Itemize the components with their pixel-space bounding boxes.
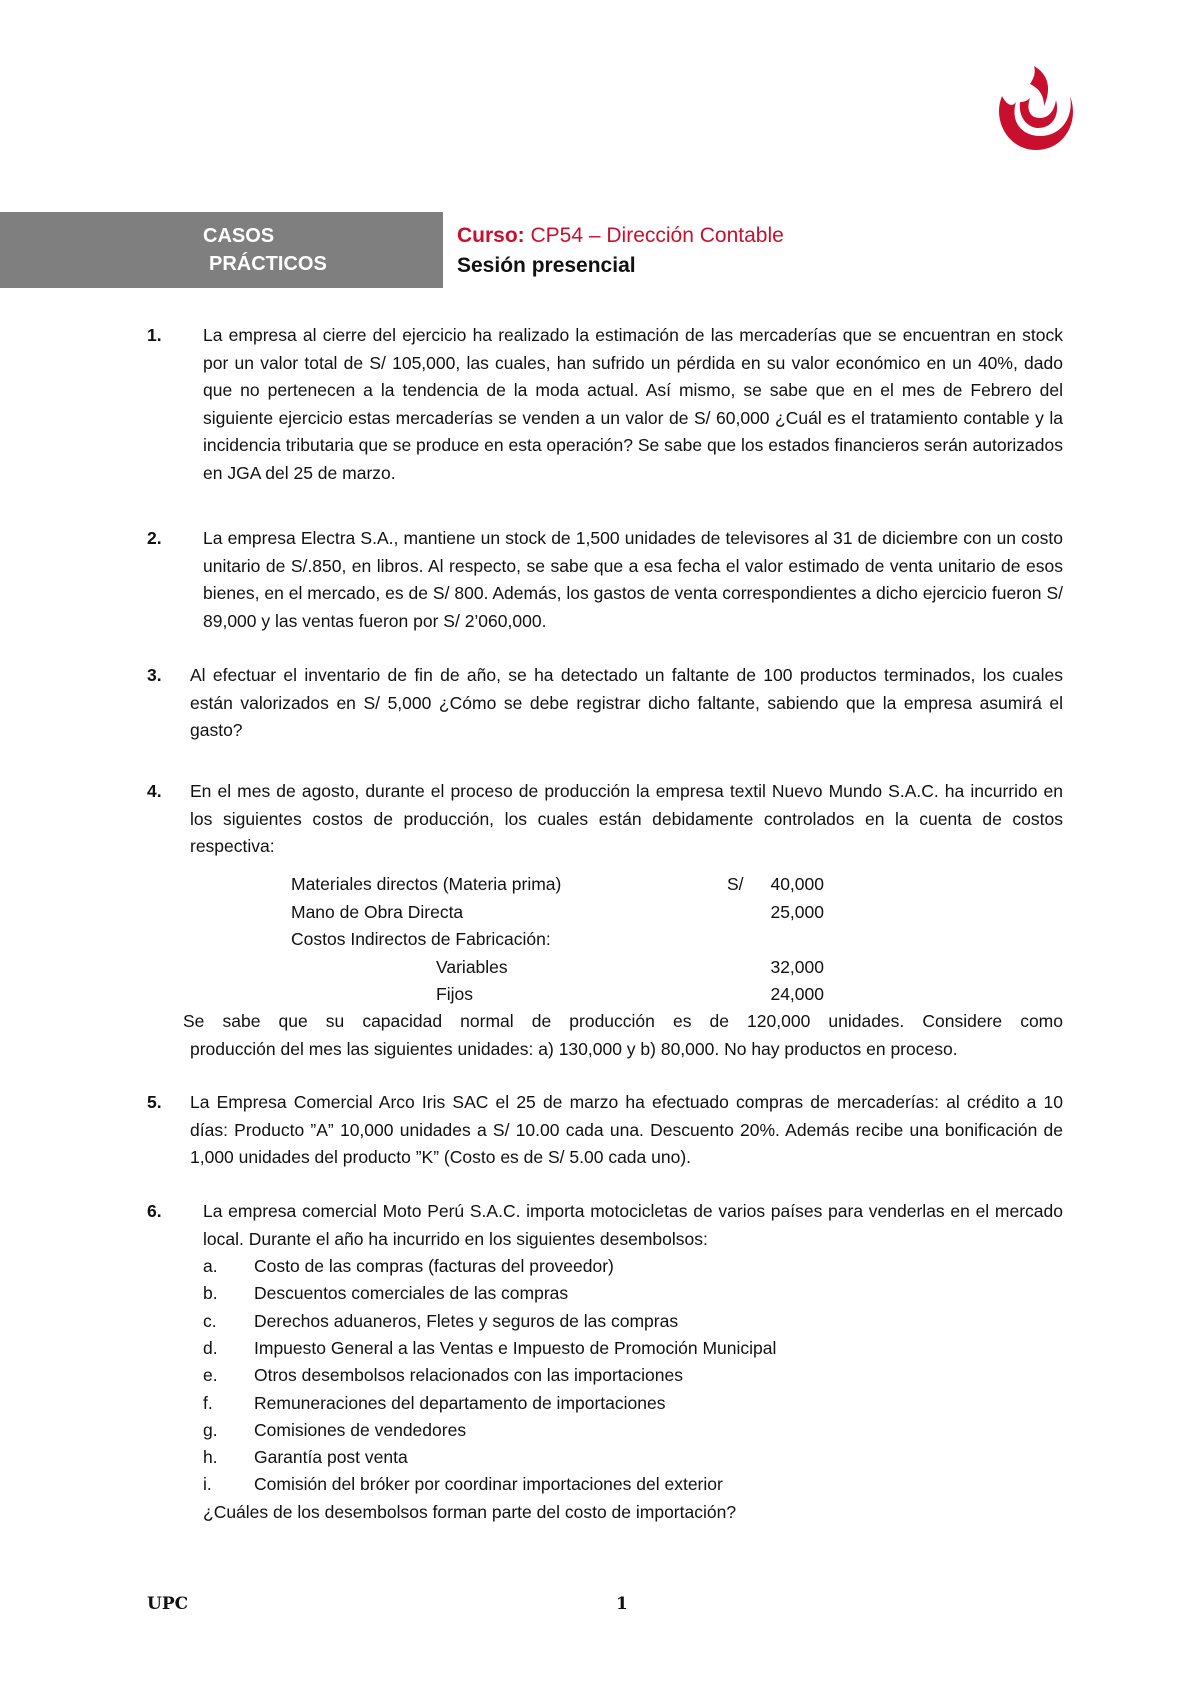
list-letter: i.: [203, 1474, 212, 1495]
list-letter: h.: [203, 1447, 218, 1468]
list-item: [0, 1390, 1200, 1417]
list-text: Comisiones de vendedores: [254, 1419, 467, 1440]
list-item: [0, 1280, 1200, 1307]
course-title: [457, 224, 784, 248]
list-item: [0, 1444, 1200, 1471]
question-number: 1.: [147, 325, 162, 345]
closing-question: ¿Cuáles de los desembolsos forman parte del costo de importación?: [203, 1501, 737, 1522]
question-text: En el mes de agosto, durante el proceso de producción la empresa textil Nuevo Mundo S.A.C. ha incurrido en los siguientes costos de producción, los cuales están debidamente controlados en la cuenta de costos respectiva:: [190, 781, 1063, 856]
list-text: Comisión del bróker por coordinar importaciones del exterior: [254, 1474, 723, 1495]
question-closing-line: Se sabe que su capacidad normal de producción es de 120,000 unidades. Considere como: [183, 1011, 1063, 1031]
list-letter: a.: [203, 1256, 218, 1276]
list-text: Impuesto General a las Ventas e Impuesto de Promoción Municipal: [254, 1337, 777, 1358]
list-text: Remuneraciones del departamento de importaciones: [254, 1392, 666, 1413]
upc-flame-logo-icon: [990, 62, 1080, 154]
list-text: Garantía post venta: [254, 1447, 408, 1468]
question-number: 5.: [147, 1092, 162, 1112]
cost-row-variable: [0, 954, 1200, 982]
course-value: CP54 – Dirección Contable: [524, 224, 784, 247]
list-letter: g.: [203, 1419, 218, 1440]
cost-row-labor: [0, 899, 1200, 927]
cost-label: Mano de Obra Directa: [291, 901, 464, 922]
cost-label: Fijos: [436, 984, 473, 1004]
footer-page-number: 1: [616, 1594, 628, 1614]
question-closing-line: producción del mes las siguientes unidades: a) 130,000 y b) 80,000. No hay productos en proceso.: [190, 1038, 958, 1059]
question-text: La empresa al cierre del ejercicio ha realizado la estimación de las mercaderías que se encuentran en stock por un valor total de S/ 105,000, las cuales, han sufrido un pérdida en su valor económico en un 40%, dado que no pertenecen a la tendencia de la moda actual. Así mismo, se sabe que en el mes de Febrero del siguiente ejercicio estas mercaderías se venden a un valor de S/ 60,000 ¿Cuál es el tratamiento contable y la incidencia tributaria que se produce en esta operación? Se sabe que los estados financieros serán autorizados en JGA del 25 de marzo.: [203, 325, 1063, 483]
cost-amount: 32,000: [770, 956, 824, 977]
question-text: La empresa comercial Moto Perú S.A.C. importa motocicletas de varios países para venderlas en el mercado local. Durante el año ha incurrido en los siguientes desembolsos:: [203, 1201, 1063, 1249]
cost-row-fixed: [0, 981, 1200, 1009]
list-letter: c.: [203, 1310, 217, 1331]
section-type-line2: PRÁCTICOS: [209, 253, 327, 275]
footer-institution: UPC: [147, 1594, 189, 1614]
course-label: Curso:: [457, 224, 525, 247]
list-letter: b.: [203, 1283, 218, 1304]
question-text: Al efectuar el inventario de fin de año, se ha detectado un faltante de 100 productos terminados, los cuales están valorizados en S/ 5,000 ¿Cómo se debe registrar dicho faltante, sabiendo que la empresa asumirá el gasto?: [190, 665, 1063, 740]
section-type-line1: CASOS: [203, 225, 275, 247]
cost-row-materials: [0, 871, 1200, 899]
list-letter: e.: [203, 1365, 218, 1386]
question-number: 4.: [147, 781, 162, 801]
cost-row-overhead: [0, 926, 1200, 954]
section-type-box: [0, 212, 443, 288]
list-item: [0, 1471, 1200, 1498]
list-letter: d.: [203, 1337, 218, 1358]
question-text: La empresa Electra S.A., mantiene un stock de 1,500 unidades de televisores al 31 de diciembre con un costo unitario de S/.850, en libros. Al respecto, se sabe que a esa fecha el valor estimado de venta unitario de esos bienes, en el mercado, es de S/ 800. Además, los gastos de venta correspondientes a dicho ejercicio fueron S/ 89,000 y las ventas fueron por S/ 2’060,000.: [203, 528, 1063, 631]
cost-label: Variables: [436, 956, 508, 977]
list-item: [0, 1335, 1200, 1362]
list-text: Otros desembolsos relacionados con las importaciones: [254, 1365, 683, 1386]
list-text: Descuentos comerciales de las compras: [254, 1283, 569, 1304]
list-item: [0, 1308, 1200, 1335]
cost-amount: 25,000: [770, 901, 824, 922]
list-text: Costo de las compras (facturas del proveedor): [254, 1256, 614, 1276]
question-number: 2.: [147, 528, 162, 548]
cost-amount: 40,000: [770, 874, 824, 894]
list-item: [0, 1417, 1200, 1444]
cost-amount: 24,000: [770, 984, 824, 1004]
currency-symbol: S/: [727, 874, 744, 894]
question-text: La Empresa Comercial Arco Iris SAC el 25 de marzo ha efectuado compras de mercaderías: al crédito a 10 días: Producto ”A” 10,000 unidades a S/ 10.00 cada una. Descuento 20%. Además recibe una bonificación de 1,000 unidades del producto ”K” (Costo es de S/ 5.00 cada uno).: [190, 1092, 1063, 1167]
list-letter: f.: [203, 1392, 213, 1413]
list-text: Derechos aduaneros, Fletes y seguros de las compras: [254, 1310, 679, 1331]
question-number: 6.: [147, 1201, 162, 1221]
header-band: [0, 212, 1200, 288]
cost-label: Materiales directos (Materia prima): [291, 874, 562, 894]
list-item: [0, 1362, 1200, 1389]
cost-label: Costos Indirectos de Fabricación:: [291, 929, 551, 949]
list-question: [0, 1499, 1200, 1526]
question-number: 3.: [147, 665, 162, 685]
session-title: Sesión presencial: [457, 254, 636, 277]
list-item: [0, 1253, 1200, 1280]
